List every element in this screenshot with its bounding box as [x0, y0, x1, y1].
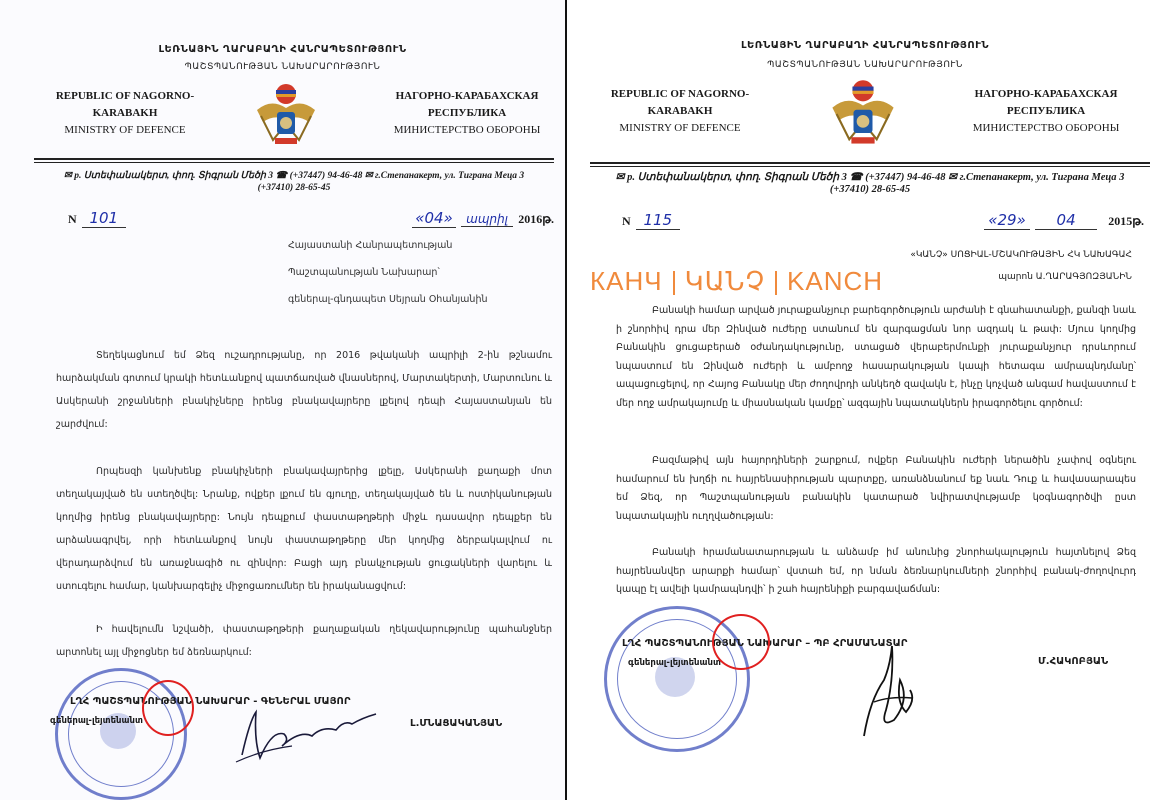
- rus-line3: МИНИСТЕРСТВО ОБОРОНЫ: [393, 124, 541, 136]
- addressee-line1: Հայաստանի Հանրապետության: [288, 240, 453, 251]
- addressee-block: [288, 232, 548, 313]
- date-day: «29»: [984, 211, 1030, 230]
- header-english: [590, 86, 770, 137]
- header-divider-thin: [590, 166, 1150, 167]
- eng-line1: REPUBLIC OF NAGORNO-: [55, 90, 195, 102]
- address-line1: ✉ p. Ստեփանակերտ, փող. Տիգրան Մեծի 3 ☎ (+37447) 94-46-48 ✉ г.Степанакерт, ул. Тиграна Меца 3: [615, 172, 1125, 183]
- date-year: 2016թ.: [518, 212, 555, 226]
- body-paragraph-1: Տեղեկացնում եմ Ձեզ ուշադրությանը, որ 2016 թվականի ապրիլի 2-ին թշնամու հարձակման գոտում կրակի հետևանքով պատճառված վնասներով, Մարտակերտի, Մարտունու և Ասկերանի շրջանների բնակիչները իրենց բնակավայրերը լքելով դեպի Հայաստանյան են շարժվում:: [56, 350, 552, 430]
- document-date: [412, 208, 554, 228]
- number-value: 115: [636, 211, 680, 230]
- body-paragraph-3: Բանակի հրամանատարության և անձամբ իմ անունից շնորհակալություն հայտնելով Ձեզ հայրենանվեր արարքի համար՝ վստահ եմ, որ նման ձեռնարկումների շնորհիվ բանակ-ժողովուրդ կապը էլ ավելի կամրապնդվի՝ ի շահ հայրենիքի բարգավաճման:: [616, 547, 1136, 596]
- highlight-circle: [712, 614, 770, 670]
- kanch-logo: [590, 266, 883, 297]
- document-number: [68, 208, 126, 228]
- header-armenian-line1: ԼԵՌՆԱՅԻՆ ՂԱՐԱԲԱՂԻ ՀԱՆՐԱՊԵՏՈՒԹՅՈՒՆ: [740, 40, 990, 51]
- signature-rank: գեներալ-լեյտենանտ: [50, 716, 143, 726]
- eng-line2: KARABAKH: [647, 105, 713, 117]
- letter-left: [0, 0, 565, 800]
- body-paragraph-3: Ի հավելումն նշվածի, փաստաթղթերի քաղաքական ղեկավարությունը պահանջներ արտոնել այլ միջոցներ եմ ձեռնարկում:: [56, 624, 552, 658]
- number-prefix: N: [622, 214, 631, 228]
- eng-line1: REPUBLIC OF NAGORNO-: [610, 88, 750, 100]
- addressee-line2: Պաշտպանության Նախարար՝: [288, 267, 440, 278]
- number-value: 101: [82, 209, 126, 228]
- signature-name: Լ.ՄՆԱՑԱԿԱՆՅԱՆ: [410, 718, 503, 729]
- handwritten-signature: [850, 640, 930, 746]
- header-russian: [946, 86, 1146, 137]
- header-armenian-line2: ՊԱՇՏՊԱՆՈՒԹՅԱՆ ՆԱԽԱՐԱՐՈՒԹՅՈՒՆ: [767, 60, 963, 70]
- date-year: 2015թ.: [1108, 214, 1145, 228]
- header-armenian-line2: ՊԱՇՏՊԱՆՈՒԹՅԱՆ ՆԱԽԱՐԱՐՈՒԹՅՈՒՆ: [184, 62, 381, 72]
- coat-of-arms-emblem: [828, 76, 898, 152]
- header-english: [40, 88, 210, 139]
- kanch-logo-english: KANCH: [787, 266, 884, 296]
- highlight-circle: [142, 680, 194, 736]
- rus-line1: НАГОРНО-КАРАБАХСКАЯ: [395, 90, 539, 102]
- eng-line3: MINISTRY OF DEFENCE: [619, 122, 741, 134]
- header-divider-thin: [34, 162, 554, 163]
- address-line1: ✉ p. Ստեփանակերտ, փող. Տիգրան Մեծի 3 ☎ (+37447) 94-46-48 ✉ г.Степанакерт, ул. Тиграна Меца 3: [63, 171, 525, 181]
- signature-rank: գեներալ-լեյտենանտ: [628, 658, 721, 668]
- body-paragraph-2: Բազմաթիվ այն հայորդիների շարքում, ովքեր Բանակին ուժերի ներածին չափով օգնելու համարում են խղճի ու հայրենասիրության պարտքը, առանձնանում եք նաև Դուք և հավասարապես եմ Ձեզ, որ Պաշտպանության բանակին կատարած նվիրատվությամբ կօգնագործվի ըստ նպատակային ուղղվածության:: [616, 455, 1136, 522]
- rus-line2: РЕСПУБЛИКА: [1006, 105, 1086, 117]
- address-line2: (+37410) 28-65-45: [829, 184, 911, 195]
- eng-line3: MINISTRY OF DEFENCE: [64, 124, 186, 136]
- kanch-logo-separator: [775, 271, 777, 295]
- body-paragraph-1: Բանակի համար արված յուրաքանչյուր բարեգործություն արժանի է գնահատանքի, քանզի նաև ի շնորհիվ դրա մեր Զինված ուժերը ստանում են զարգացման նոր ազդակ և թափ: Մյուս կողմից Բանակին ցուցաբերած օժանդակությունը, ստացած վերաբերմունքի յուրաքանչյուր դրսևորում նպաստում են Զինված ուժերի և ամբողջ հասարակության կապի հետագա ամրապնդմանը՝ ապացուցելով, որ Հայոց Բանակը մեր ժողովրդի անկեղծ զավակն է, ինչը կոչված անգամ հավաստում է մեր ողջ ամրակայումը և միասնական կամքը՝ ազգային նպատակներն իրագործելու գործում:: [616, 305, 1136, 409]
- header-divider: [590, 162, 1150, 164]
- addressee-line1: «ԿԱՆՉ» ՍՈՑԻԱԼ-ՄՇԱԿՈՒԹԱՅԻՆ ՀԿ ՆԱԽԱԳԱՀ: [910, 250, 1132, 260]
- kanch-logo-armenian: ԿԱՆՉ: [684, 266, 766, 296]
- header-russian: [372, 88, 562, 139]
- date-month: ապրիլ: [461, 212, 513, 227]
- header-address: [590, 172, 1150, 196]
- date-day: «04»: [412, 209, 456, 228]
- signature-title: ԼՂՀ ՊԱՇՏՊԱՆՈՒԹՅԱՆ ՆԱԽԱՐԱՐ – ՊԲ ՀՐԱՄԱՆԱՏԱՐ: [622, 638, 908, 649]
- kanch-logo-separator: [673, 271, 675, 295]
- rus-line1: НАГОРНО-КАРАБАХСКАЯ: [974, 88, 1118, 100]
- kanch-logo-russian: КАНЧ: [590, 266, 663, 296]
- coat-of-arms-emblem: [253, 80, 319, 152]
- addressee-line2: պարոն Ա.ՂԱՐԱԳՅՈԶՅԱՆԻՆ: [998, 272, 1132, 282]
- date-month: 04: [1035, 211, 1097, 230]
- eng-line2: KARABAKH: [92, 107, 158, 119]
- signature-title: ԼՂՀ ՊԱՇՏՊԱՆՈՒԹՅԱՆ ՆԱԽԱՐԱՐ - ԳԵՆԵՐԱԼ ՄԱՅՈՐ: [70, 696, 351, 707]
- body-paragraph-2: Որպեսզի կանխենք բնակիչների բնակավայրերից լքելը, Ասկերանի քաղաքի մոտ տեղակայված են ստեղծվել: Նրանք, ովքեր լքում են գյուղը, տեղակայված են և ոստիկանության կողմից իրենց բնակավայրերը: Նույն դեպքում փաստաթղթերի միջև դասավոր դեպքեր են արձանագրվել, որի հետևանքով նույն փաստաթղթերը մեր կողմից ձերբակալվում ու վերադարձվում են առաջնագիծ ու զինվոր: Բացի այդ բնակչության ցուցակների վարելու և ստուգելու համար, կանխարգելիչ միջոցառումներ են իրականացվում:: [56, 466, 552, 592]
- letter-right: [572, 0, 1158, 800]
- header-armenian-line1: ԼԵՌՆԱՅԻՆ ՂԱՐԱԲԱՂԻ ՀԱՆՐԱՊԵՏՈՒԹՅՈՒՆ: [158, 44, 407, 55]
- header-divider: [34, 158, 554, 160]
- rus-line3: МИНИСТЕРСТВО ОБОРОНЫ: [972, 122, 1120, 134]
- handwritten-signature: [232, 700, 392, 770]
- rus-line2: РЕСПУБЛИКА: [427, 107, 507, 119]
- addressee-line3: գեներալ-գնդապետ Սեյրան Օհանյանին: [288, 294, 488, 305]
- number-prefix: N: [68, 212, 77, 226]
- signature-name: Մ.ՀԱԿՈԲՅԱՆ: [1038, 656, 1109, 667]
- address-line2: (+37410) 28-65-45: [257, 183, 331, 193]
- document-date: [984, 210, 1144, 230]
- document-number: [622, 210, 680, 230]
- header-address: [34, 170, 554, 194]
